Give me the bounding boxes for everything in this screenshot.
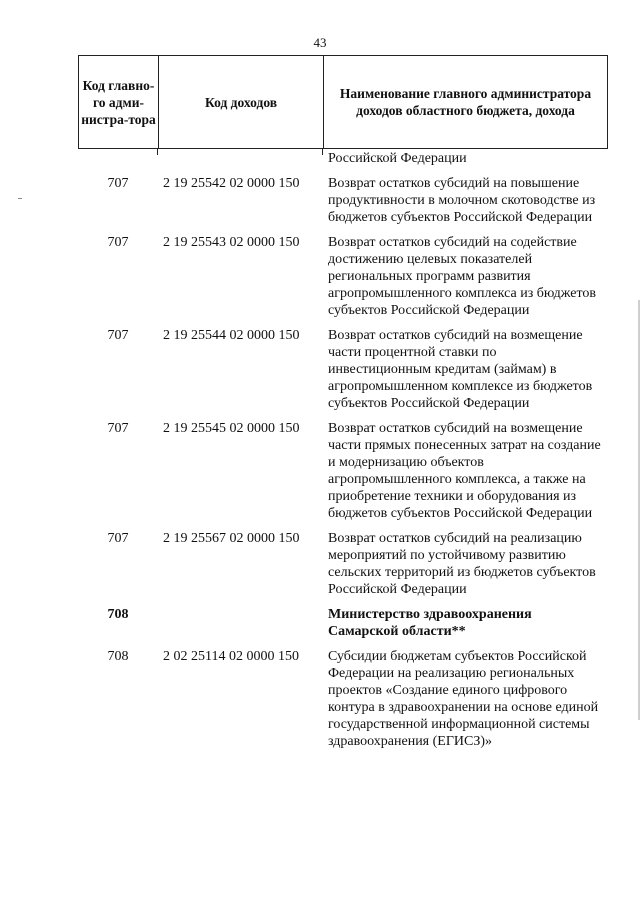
ministry-name: Министерство здравоохранения Самарской области** bbox=[328, 607, 532, 639]
revenue-name: Возврат остатков субсидий на возмещение части прямых понесенных затрат на создание и модернизацию объектов агропромышленного комплекса, а также на приобретение техники и оборудования из бюджетов субъектов Российской Федерации bbox=[328, 421, 601, 521]
table-row bbox=[78, 530, 608, 598]
revenue-code: 2 19 25567 02 0000 150 bbox=[163, 531, 300, 546]
revenue-name: Возврат остатков субсидий на реализацию мероприятий по устойчивому развитию сельских территорий из бюджетов субъектов Российской Федерации bbox=[328, 531, 596, 597]
revenue-code bbox=[158, 606, 328, 640]
table-row bbox=[78, 327, 608, 412]
table-row bbox=[78, 175, 608, 226]
table-row bbox=[78, 648, 608, 750]
admin-code: 707 bbox=[107, 235, 129, 250]
admin-code: 708 bbox=[107, 607, 129, 622]
header-admin-code: Код главно-го адми-нистра-тора bbox=[79, 56, 159, 148]
revenue-name: Возврат остатков субсидий на повышение продуктивности в молочном скотоводстве из бюджетов субъектов Российской Федерации bbox=[328, 176, 596, 225]
header-name: Наименование главного администратора доходов областного бюджета, дохода bbox=[339, 86, 592, 118]
admin-code: 707 bbox=[107, 421, 129, 436]
revenue-code: 2 19 25544 02 0000 150 bbox=[163, 328, 300, 343]
table-row bbox=[78, 234, 608, 319]
table-row-ministry bbox=[78, 606, 608, 640]
page-number: 43 bbox=[313, 35, 327, 50]
table-body bbox=[78, 149, 608, 750]
admin-code: 707 bbox=[107, 328, 129, 343]
revenue-name: Субсидии бюджетам субъектов Российской Федерации на реализацию региональных проектов «Создание единого цифрового контура в здравоохранении на основе единой государственной информационной системы здравоохранения (ЕГИСЗ)» bbox=[328, 649, 599, 749]
admin-code: 707 bbox=[107, 176, 129, 191]
revenue-name: Возврат остатков субсидий на содействие достижению целевых показателей региональных программ развития агропромышленного комплекса из бюджетов субъектов Российской Федерации bbox=[328, 235, 596, 318]
table-row bbox=[78, 420, 608, 522]
revenue-name: Возврат остатков субсидий на возмещение части процентной ставки по инвестиционным кредитам (займам) в агропромышленном комплексе из бюджетов субъектов Российской Федерации bbox=[328, 328, 593, 411]
margin-mark bbox=[18, 198, 22, 199]
admin-code: 707 bbox=[107, 531, 129, 546]
revenue-code: 2 19 25542 02 0000 150 bbox=[163, 176, 300, 191]
header-revenue-code: Код доходов bbox=[159, 56, 324, 148]
revenue-code: 2 02 25114 02 0000 150 bbox=[163, 649, 299, 664]
table-header bbox=[78, 55, 608, 149]
continuation-text: Российской Федерации bbox=[328, 151, 467, 166]
revenue-code: 2 19 25543 02 0000 150 bbox=[163, 235, 300, 250]
revenue-code: 2 19 25545 02 0000 150 bbox=[163, 421, 300, 436]
admin-code: 708 bbox=[107, 649, 129, 664]
